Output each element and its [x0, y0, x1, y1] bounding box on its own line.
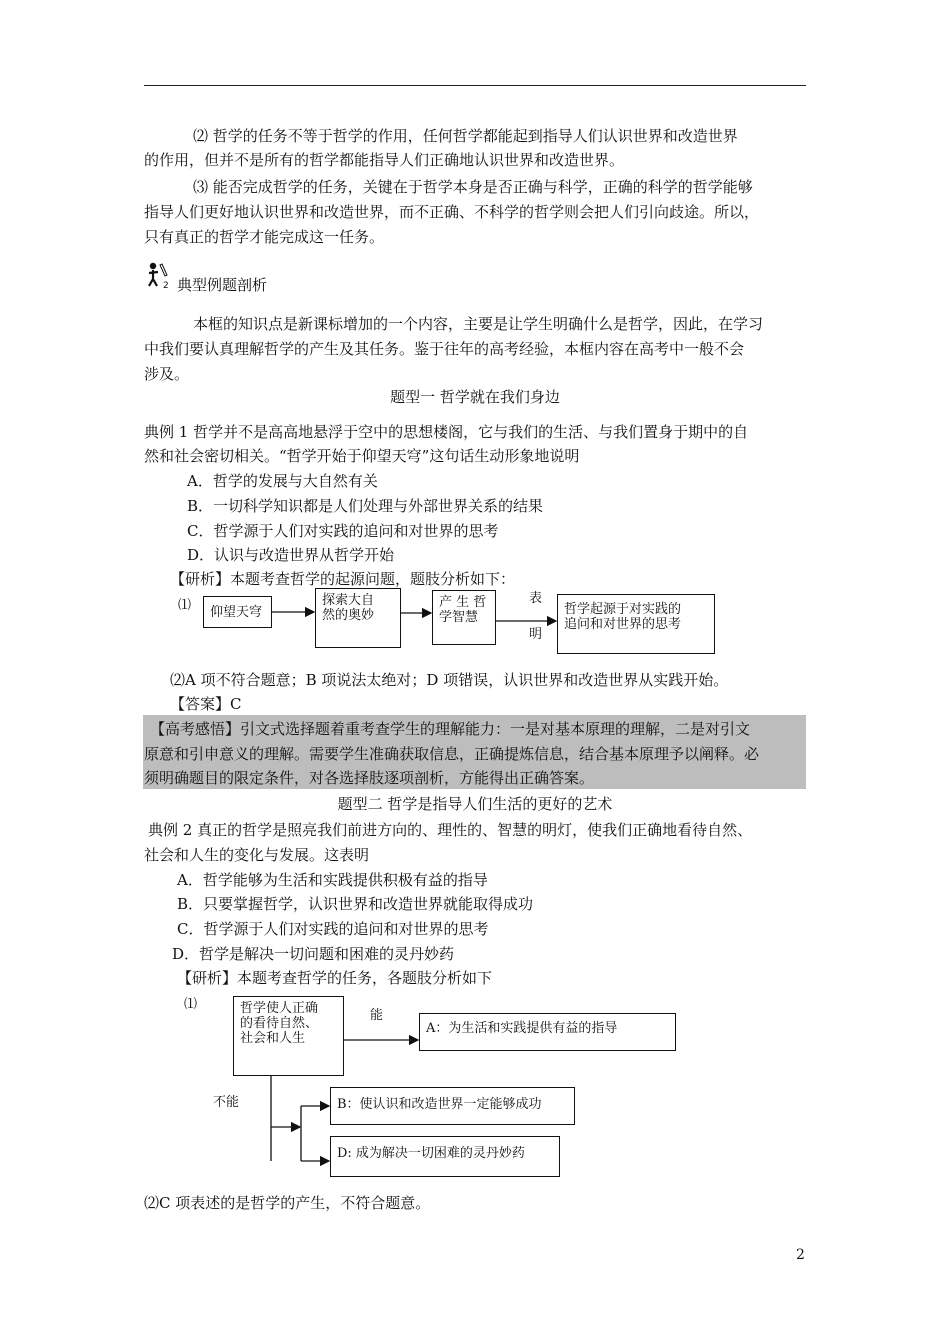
example-1-stem-line-1: 典例 1 哲学并不是高高地悬浮于空中的思想楼阁，它与我们的生活、与我们置身于期中的自 [144, 423, 749, 441]
insight-line-1: 【高考感悟】引文式选择题着重考查学生的理解能力：一是对基本原理的理解，二是对引文 [150, 720, 751, 738]
flow-1-box-4-line-2: 追问和对世界的思考 [564, 617, 682, 632]
flow-1-box-1-text: 仰望天穹 [210, 605, 263, 620]
example-1-option-a: A．哲学的发展与大自然有关 [187, 472, 378, 490]
example-2-note-2: ⑵C 项表述的是哲学的产生，不符合题意。 [144, 1194, 431, 1212]
flow-2-main-box [233, 996, 344, 1076]
flow-2-box-b-text: B：使认识和改造世界一定能够成功 [337, 1097, 542, 1112]
flow-1-box-2-line-2: 然的奥妙 [322, 608, 375, 623]
flow-1-box-3-line-2: 学智慧 [439, 610, 479, 625]
flow-2-box-a [419, 1013, 676, 1051]
example-1-stem-line-2: 然和社会密切相关。“哲学开始于仰望天穹”这句话生动形象地说明 [144, 447, 580, 465]
section-heading: 典型例题剖析 [177, 276, 268, 294]
flow-1-box-origin [557, 594, 715, 654]
flow-2-box-d [330, 1136, 560, 1177]
flow-1-box-wisdom [432, 590, 496, 645]
example-1-note-2: ⑵A 项不符合题意；B 项说法太绝对；D 项错误，认识世界和改造世界从实践开始。 [170, 671, 729, 689]
insight-line-3: 须明确题目的限定条件，对各选择肢逐项剖析，方能得出正确答案。 [144, 769, 595, 787]
flow-2-box-a-text: A：为生活和实践提供有益的指导 [426, 1021, 618, 1036]
flow-1-box-4-line-1: 哲学起源于对实践的 [564, 602, 682, 617]
svg-text:2: 2 [163, 281, 169, 289]
para-3-line-1: ⑶ 能否完成哲学的任务，关键在于哲学本身是否正确与科学，正确的科学的哲学能够 [193, 178, 753, 196]
flow-2-number: ⑴ [184, 997, 198, 1012]
flow-1-box-2-line-1: 探索大自 [322, 593, 375, 608]
flow-2-box-d-text: D: 成为解决一切困难的灵丹妙药 [337, 1146, 525, 1161]
example-1-analysis: 【研析】本题考查哲学的起源问题，题肢分析如下： [170, 570, 516, 588]
flow-1-box-look-up [203, 596, 272, 628]
flow-2-can-label: 能 [370, 1008, 384, 1023]
example-1-option-b: B．一切科学知识都是人们处理与外部世界关系的结果 [187, 497, 544, 515]
intro-line-1: 本框的知识点是新课标增加的一个内容，主要是让学生明确什么是哲学，因此，在学习 [193, 315, 764, 333]
example-1-answer: 【答案】C [170, 695, 242, 713]
flow-1-box-3-line-1: 产 生 哲 [439, 595, 487, 610]
flow-1-label-top: 表 [529, 591, 543, 606]
flow-2-cannot-label: 不能 [213, 1095, 240, 1110]
flow-1-label-bottom: 明 [529, 627, 543, 642]
example-2-option-a: A．哲学能够为生活和实践提供积极有益的指导 [177, 871, 488, 889]
example-2-stem-line-1: 典例 2 真正的哲学是照亮我们前进方向的、理性的、智慧的明灯，使我们正确地看待自然、 [148, 821, 753, 839]
type-1-title: 题型一 哲学就在我们身边 [390, 388, 560, 406]
example-2-stem-line-2: 社会和人生的变化与发展。这表明 [144, 846, 370, 864]
para-2-line-1: ⑵ 哲学的任务不等于哲学的作用，任何哲学都能起到指导人们认识世界和改造世界 [193, 127, 738, 145]
para-3-line-2: 指导人们更好地认识世界和改造世界，而不正确、不科学的哲学则会把人们引向歧途。所以， [144, 203, 760, 221]
example-2-option-c: C．哲学源于人们对实践的追问和对世界的思考 [177, 920, 489, 938]
insight-line-2: 原意和引申意义的理解。需要学生准确获取信息，正确提炼信息，结合基本原理予以阐释。必 [144, 745, 760, 763]
flow-2-main-line-2: 的看待自然、 [240, 1016, 319, 1031]
flow-1-box-explore [315, 588, 401, 648]
intro-line-2: 中我们要认真理解哲学的产生及其任务。鉴于往年的高考经验，本框内容在高考中一般不会 [144, 340, 745, 358]
para-2-line-2: 的作用，但并不是所有的哲学都能指导人们正确地认识世界和改造世界。 [144, 151, 625, 169]
example-1-option-d: D．认识与改造世界从哲学开始 [187, 546, 395, 564]
intro-line-3: 涉及。 [144, 365, 190, 383]
type-2-title: 题型二 哲学是指导人们生活的更好的艺术 [337, 795, 613, 813]
para-3-line-3: 只有真正的哲学才能完成这一任务。 [144, 228, 385, 246]
page-number: 2 [796, 1247, 805, 1263]
example-2-option-d: D．哲学是解决一切问题和困难的灵丹妙药 [172, 945, 455, 963]
example-1-option-c: C．哲学源于人们对实践的追问和对世界的思考 [187, 522, 499, 540]
flow-1-number: ⑴ [178, 598, 192, 613]
flow-2-box-b [330, 1087, 575, 1125]
example-2-analysis: 【研析】本题考查哲学的任务，各题肢分析如下 [177, 969, 493, 987]
flow-2-main-line-3: 社会和人生 [240, 1031, 306, 1046]
example-2-option-b: B．只要掌握哲学，认识世界和改造世界就能取得成功 [177, 895, 534, 913]
flow-2-main-line-1: 哲学使人正确 [240, 1001, 319, 1016]
